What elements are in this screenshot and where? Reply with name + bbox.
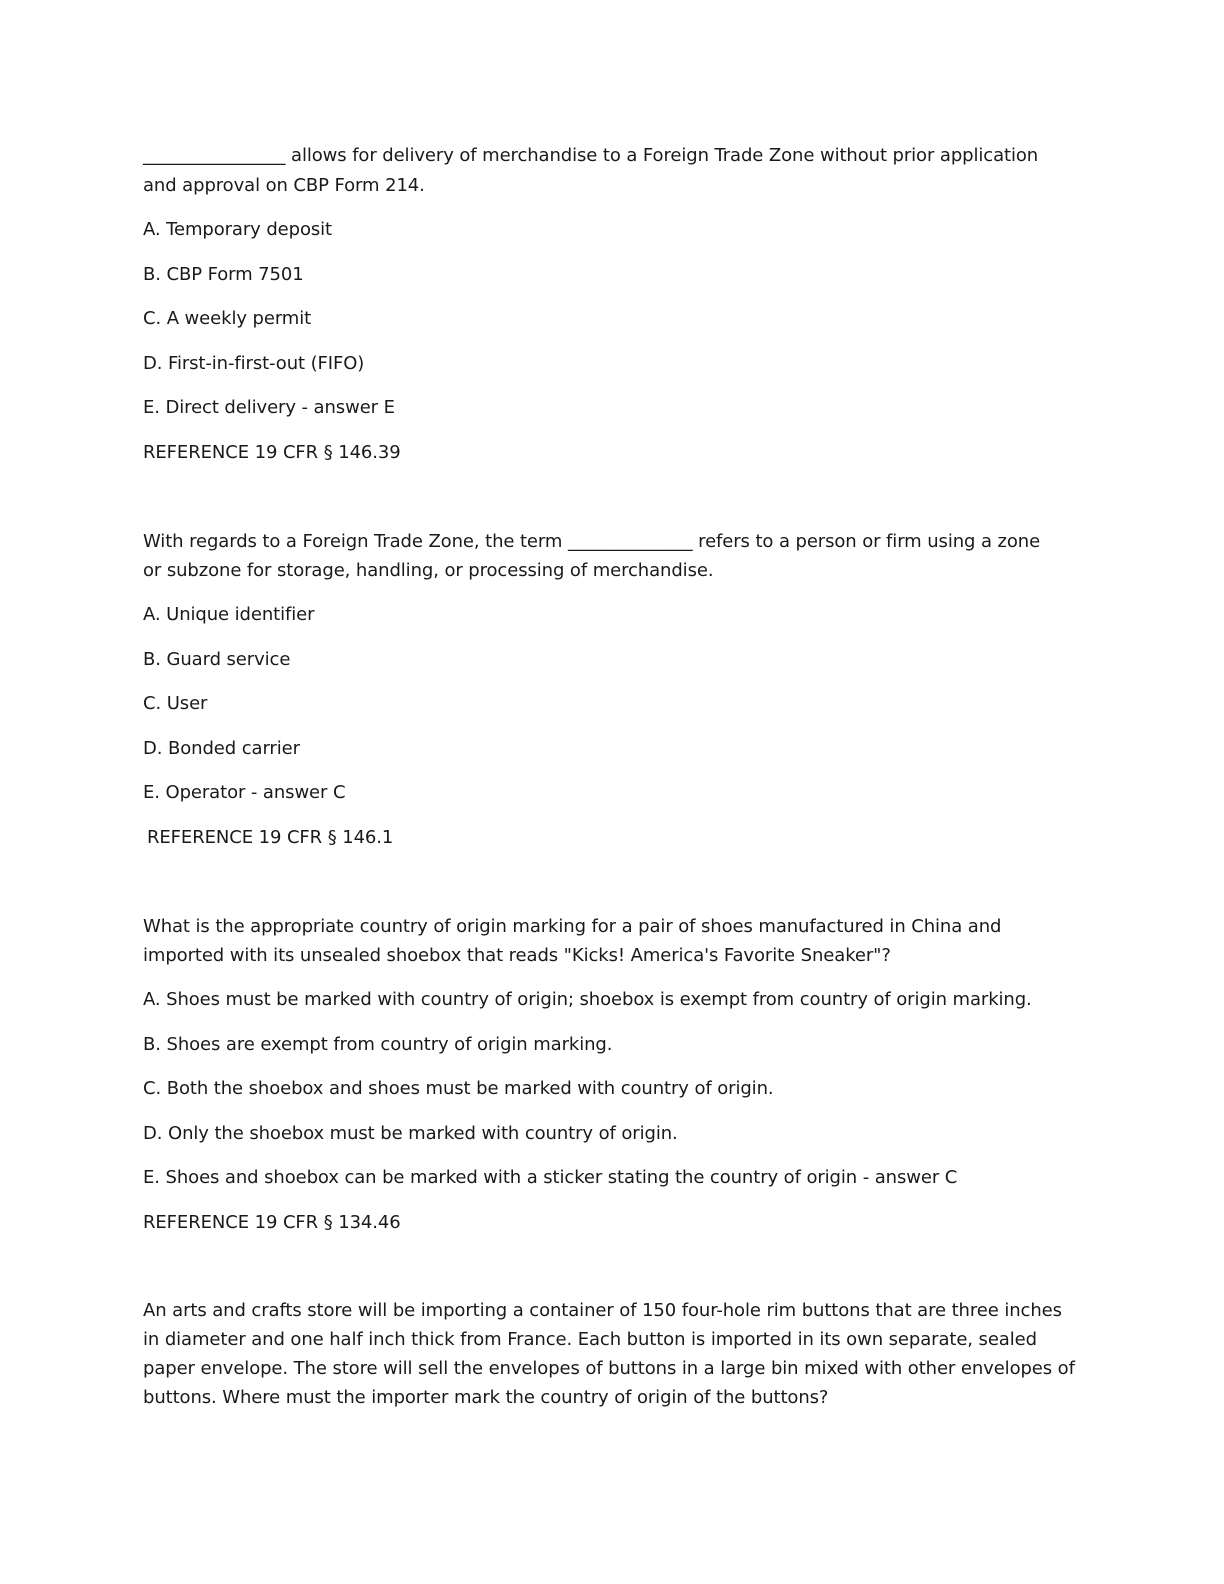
question-3-option-d: D. Only the shoebox must be marked with country of origin. bbox=[143, 1123, 678, 1144]
question-3-reference: REFERENCE 19 CFR § 134.46 bbox=[143, 1212, 401, 1233]
question-4-stem-line-1: An arts and crafts store will be importing a container of 150 four-hole rim buttons that are three inches bbox=[143, 1300, 1062, 1321]
question-4-stem-line-2: in diameter and one half inch thick from France. Each button is imported in its own separate, sealed bbox=[143, 1329, 1037, 1350]
question-1-stem-line-2: and approval on CBP Form 214. bbox=[143, 175, 425, 196]
question-2-option-d: D. Bonded carrier bbox=[143, 738, 300, 759]
question-3-stem-line-2: imported with its unsealed shoebox that reads "Kicks! America's Favorite Sneaker"? bbox=[143, 945, 891, 966]
question-2-option-a: A. Unique identifier bbox=[143, 604, 315, 625]
question-3-option-b: B. Shoes are exempt from country of origin marking. bbox=[143, 1034, 613, 1055]
question-2-stem-line-2: or subzone for storage, handling, or processing of merchandise. bbox=[143, 560, 714, 581]
question-1-option-e: E. Direct delivery - answer E bbox=[143, 397, 395, 418]
question-1-reference: REFERENCE 19 CFR § 146.39 bbox=[143, 442, 401, 463]
question-2-option-e: E. Operator - answer C bbox=[143, 782, 346, 803]
question-2-option-b: B. Guard service bbox=[143, 649, 291, 670]
question-3-option-e: E. Shoes and shoebox can be marked with a sticker stating the country of origin - answer C bbox=[143, 1167, 958, 1188]
question-1-option-c: C. A weekly permit bbox=[143, 308, 312, 329]
question-2-stem-line-1: With regards to a Foreign Trade Zone, the term ______________ refers to a person or firm using a zone bbox=[143, 531, 1041, 552]
question-4-stem-line-3: paper envelope. The store will sell the envelopes of buttons in a large bin mixed with other envelopes of bbox=[143, 1358, 1075, 1379]
question-3-option-c: C. Both the shoebox and shoes must be marked with country of origin. bbox=[143, 1078, 774, 1099]
question-1-option-a: A. Temporary deposit bbox=[143, 219, 333, 240]
question-1-option-d: D. First-in-first-out (FIFO) bbox=[143, 353, 365, 374]
question-3-option-a: A. Shoes must be marked with country of origin; shoebox is exempt from country of origin marking. bbox=[143, 989, 1032, 1010]
question-3-stem-line-1: What is the appropriate country of origin marking for a pair of shoes manufactured in China and bbox=[143, 916, 1002, 937]
question-2-option-c: C. User bbox=[143, 693, 208, 714]
question-1-option-b: B. CBP Form 7501 bbox=[143, 264, 304, 285]
question-2-reference: REFERENCE 19 CFR § 146.1 bbox=[147, 827, 394, 848]
question-1-stem-line-1: ________________ allows for delivery of merchandise to a Foreign Trade Zone without prior application bbox=[143, 145, 1039, 166]
question-4-stem-line-4: buttons. Where must the importer mark the country of origin of the buttons? bbox=[143, 1387, 829, 1408]
